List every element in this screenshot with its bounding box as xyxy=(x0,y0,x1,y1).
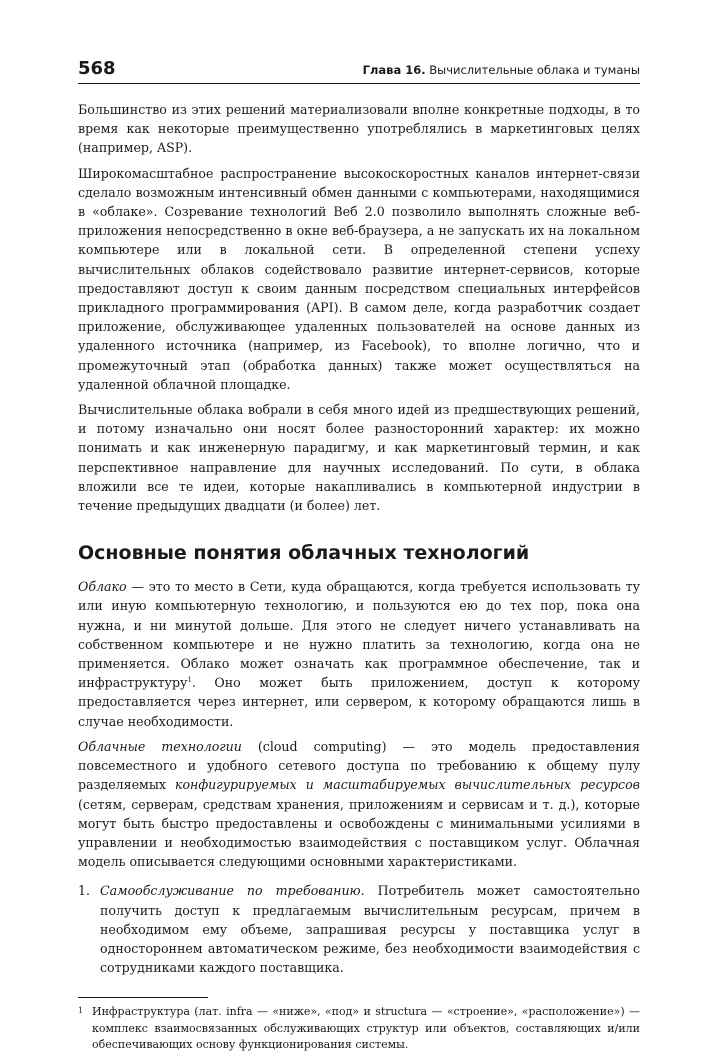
list-item-term: Самообслуживание по требованию. xyxy=(100,883,365,899)
page-number: 568 xyxy=(78,58,116,79)
paragraph: Широкомасштабное распространение высокоскоростных каналов интернет-связи сделало возможным интенсивный обмен данными с компьютерами, находящимися в «облаке». Созревание технологий Веб 2.0 позволило выполнять сложные веб-приложения непосредственно в окне веб-браузера, а не запускать их на локальном компьютере или в локальной сети. В определенной степени успеху вычислительных облаков содействовало развитие интернет-сервисов, которые предоставляют доступ к своим данным посредством специальных интерфейсов прикладного программирования (API). В самом деле, когда разработчик создает приложение, обслуживающее удаленных пользователей на основе данных из удаленного источника (например, из Facebook), то вполне логично, что и промежуточный этап (обработка данных) также может осуществляться на удаленной облачной площадке. xyxy=(78,165,640,392)
paragraph-cloud-definition: Облако — это то место в Сети, куда обращаются, когда требуется использовать ту или иную компьютерную технологию, и пользуются ею до тех пор, пока она нужна, и ни минутой дольше. Для этого не следует ничего устанавливать на собственном компьютере и не нужно платить за технологию, когда она не применяется. Облако может означать как программное обеспечение, так и инфраструктуру$^1$. Оно может быть приложением, доступ к которому предоставляется через интернет, или сервером, к которому обращаются лишь в случае необходимости. xyxy=(78,579,640,729)
list-item-number: 1. xyxy=(78,883,91,899)
chapter-label: Глава 16. xyxy=(362,63,426,77)
footnote-divider xyxy=(78,997,208,998)
term-cloud-computing: Облачные технологии xyxy=(78,738,242,754)
footnote-text: Инфраструктура (лат. infra — «ниже», «под» и structura — «строение», «расположение») — комплекс взаимосвязанных обслуживающих структур или объектов, составляющих и/или обеспечивающих основу функционирования системы. xyxy=(92,1005,640,1052)
running-head xyxy=(363,63,640,77)
characteristics-list xyxy=(78,881,640,977)
emphasis-resources: конфигурируемых и масштабируемых вычислительных ресурсов xyxy=(174,777,640,793)
book-page xyxy=(78,58,640,1054)
chapter-title: Вычислительные облака и туманы xyxy=(429,63,640,77)
footnote xyxy=(78,1004,640,1054)
paragraph: Вычислительные облака вобрали в себя много идей из предшествующих решений, и потому изначально они носят более разносторонний характер: их можно понимать и как инженерную парадигму, и как маркетинговый термин, и как перспективное направление для научных исследований. По сути, в облака вложили все те идеи, которые накапливались в компьютерной индустрии в течение предыдущих двадцати (и более) лет. xyxy=(78,402,640,514)
page-body xyxy=(78,100,640,1054)
paragraph-cloud-computing-definition: Облачные технологии (cloud computing) — это модель предоставления повсеместного и удобного сетевого доступа по требованию к общему пулу разделяемых конфигурируемых и масштабируемых вычислительных ресурсов (сетям, серверам, средствам хранения, приложениям и сервисам и т. д.), которые могут быть быстро предоставлены и освобождены с минимальными усилиями в управлении и необходимостью взаимодействия с поставщиком услуг. Облачная модель описывается следующими основными характеристиками. xyxy=(78,738,640,870)
running-header xyxy=(78,58,640,84)
term-cloud: Облако xyxy=(78,579,127,595)
list-item xyxy=(78,881,640,977)
section-heading: Основные понятия облачных технологий xyxy=(78,542,530,565)
list-item-text: Самообслуживание по требованию. Потребитель может самостоятельно получить доступ к предлагаемым вычислительным ресурсам, причем в необходимом ему объеме, запрашивая ресурсы у поставщика услуг в одностороннем автоматическом режиме, без необходимости взаимодействия с сотрудниками каждого поставщика. xyxy=(100,883,641,976)
paragraph: Большинство из этих решений материализовали вполне конкретные подходы, в то время как некоторые преимущественно употреблялись в маркетинговых целях (например, ASP). xyxy=(78,102,640,156)
footnote-mark: 1 xyxy=(78,1006,84,1016)
footnote-ref: 1 xyxy=(187,676,192,685)
